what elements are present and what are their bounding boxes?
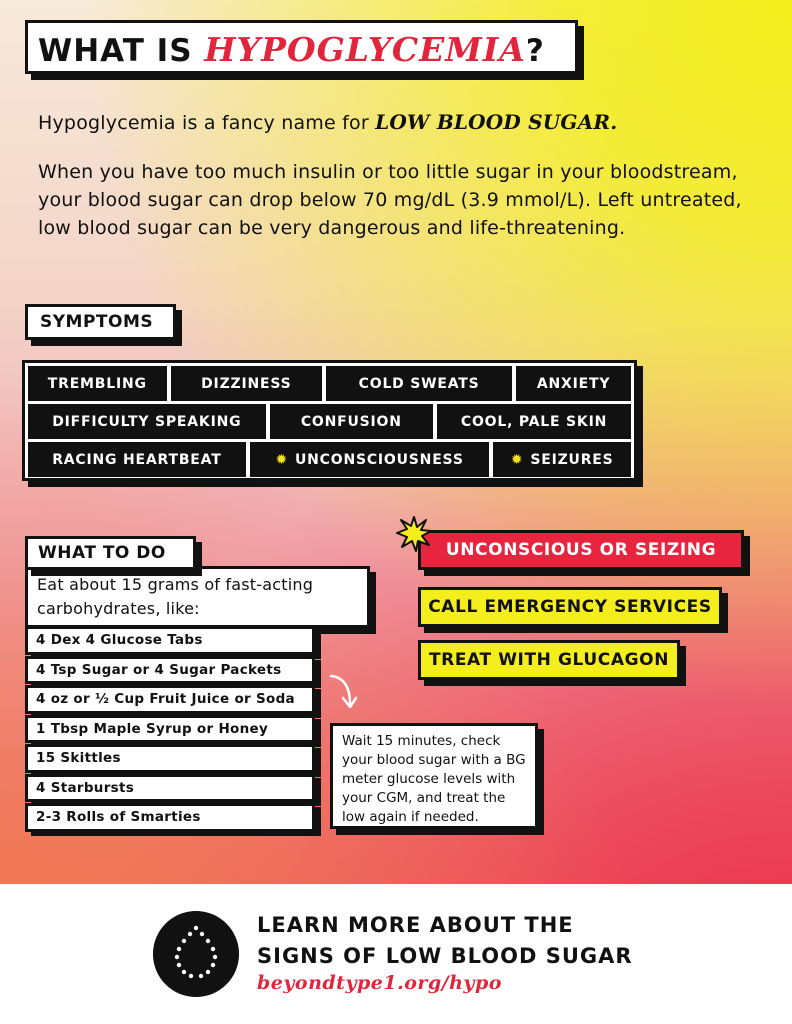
- page-title-box: [25, 20, 578, 74]
- intro-text: [38, 108, 758, 137]
- symptom-pill: DIZZINESS: [171, 366, 322, 401]
- curved-arrow-icon: [328, 672, 358, 712]
- symptoms-row: [28, 404, 631, 439]
- burst-icon: [396, 516, 432, 552]
- food-item: 2-3 Rolls of Smarties: [25, 803, 315, 832]
- title-prefix: WHAT IS: [38, 33, 205, 69]
- symptoms-label: SYMPTOMS: [25, 304, 176, 340]
- wait-note: Wait 15 minutes, check your blood sugar with a BG meter glucose levels with your CGM, and treat the low again if needed.: [330, 723, 538, 829]
- footer-title: [257, 910, 757, 972]
- what-to-do-label: WHAT TO DO: [25, 536, 196, 570]
- symptoms-grid: [22, 360, 637, 481]
- symptom-label: SEIZURES: [530, 451, 614, 468]
- symptom-label: UNCONSCIOUSNESS: [294, 451, 464, 468]
- symptom-pill: COOL, PALE SKIN: [437, 404, 631, 439]
- symptom-pill: RACING HEARTBEAT: [28, 442, 246, 477]
- food-list: [25, 626, 315, 833]
- symptoms-row: [28, 366, 631, 401]
- symptom-pill-critical: [493, 442, 631, 477]
- intro-lead: Hypoglycemia is a fancy name for: [38, 112, 376, 134]
- symptoms-row: [28, 442, 631, 477]
- emergency-step-call: CALL EMERGENCY SERVICES: [418, 587, 722, 627]
- footer-title-line: LEARN MORE ABOUT THE: [257, 913, 574, 937]
- symptom-pill: DIFFICULTY SPEAKING: [28, 404, 266, 439]
- symptom-pill: CONFUSION: [270, 404, 433, 439]
- food-item: 4 Dex 4 Glucose Tabs: [25, 626, 315, 655]
- symptom-pill: TREMBLING: [28, 366, 167, 401]
- symptom-pill: COLD SWEATS: [326, 366, 512, 401]
- title-highlight: HYPOGLYCEMIA: [204, 30, 526, 69]
- footer-title-line: SIGNS OF LOW BLOOD SUGAR: [257, 944, 633, 968]
- description-text: When you have too much insulin or too little sugar in your bloodstream, your blood sugar can drop below 70 mg/dL (3.9 mmol/L). Left untreated, low blood sugar can be very dangerous and life-threatening.: [38, 161, 742, 239]
- food-item: 4 Starbursts: [25, 774, 315, 803]
- symptom-pill: ANXIETY: [516, 366, 631, 401]
- burst-icon: ✹: [510, 451, 524, 468]
- food-item: 1 Tbsp Maple Syrup or Honey: [25, 715, 315, 744]
- title-suffix: ?: [525, 33, 545, 69]
- beyond-type-1-logo-icon: [153, 911, 239, 997]
- burst-icon: ✹: [275, 451, 288, 468]
- footer-link[interactable]: beyondtype1.org/hypo: [257, 972, 502, 994]
- food-item: 4 oz or ½ Cup Fruit Juice or Soda: [25, 685, 315, 714]
- symptom-pill-critical: [250, 442, 490, 477]
- page-title: [38, 30, 545, 69]
- what-to-do-intro: Eat about 15 grams of fast-acting carbohydrates, like:: [25, 566, 370, 628]
- emergency-header: UNCONSCIOUS OR SEIZING: [418, 530, 744, 570]
- food-item: 15 Skittles: [25, 744, 315, 773]
- food-item: 4 Tsp Sugar or 4 Sugar Packets: [25, 656, 315, 685]
- emergency-step-glucagon: TREAT WITH GLUCAGON: [418, 640, 680, 680]
- intro-emphasis: LOW BLOOD SUGAR.: [375, 110, 618, 134]
